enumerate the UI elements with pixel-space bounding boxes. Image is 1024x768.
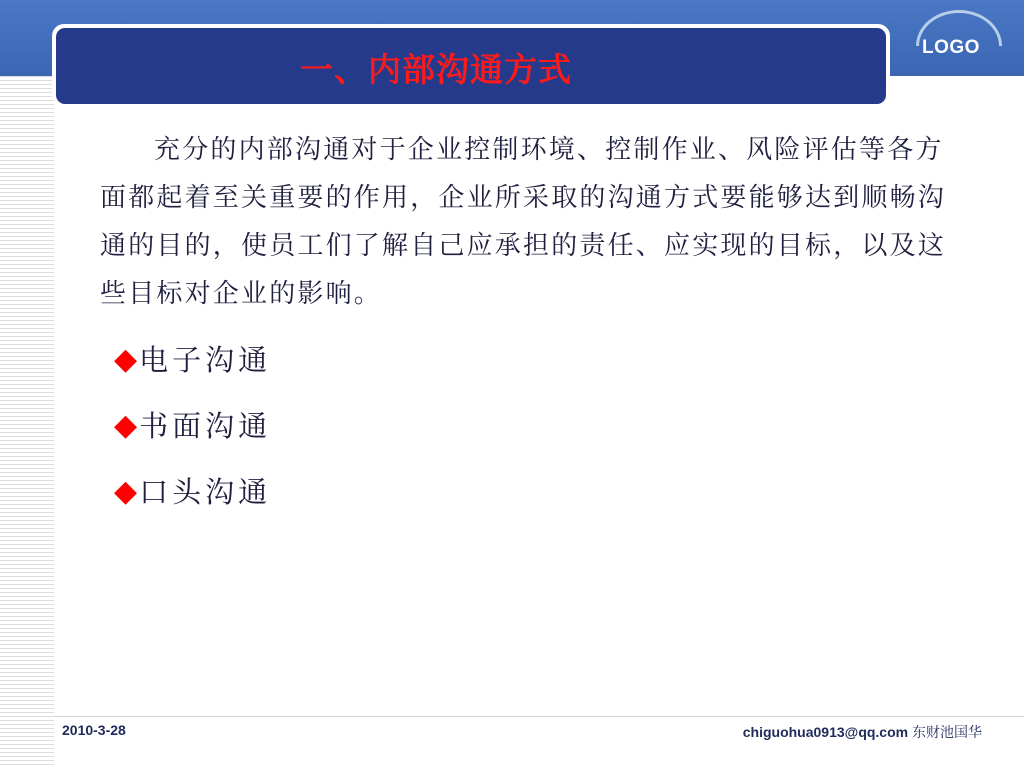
slide-title: 一、内部沟通方式 <box>300 50 572 89</box>
logo <box>914 10 1014 66</box>
bullet-item <box>114 468 271 534</box>
footer-author-name: 东财池国华 <box>912 724 982 740</box>
diamond-bullet-icon: ◆ <box>114 474 138 509</box>
bullet-label: 书面沟通 <box>139 409 272 443</box>
diamond-bullet-icon: ◆ <box>114 408 138 443</box>
paragraph-text: 充分的内部沟通对于企业控制环境、控制作业、风险评估等各方面都起着至关重要的作用，企业所采取的沟通方式要能够达到顺畅沟通的目的，使员工们了解自己应承担的责任、应实现的目标，以及这些目标对企业的影响。 <box>100 135 947 309</box>
footer-email: chiguohua0913@qq.com <box>742 724 909 740</box>
bullet-label: 口头沟通 <box>139 475 272 509</box>
bullet-list <box>114 336 271 534</box>
footer-date: 2010-3-28 <box>62 722 126 738</box>
logo-text: LOGO <box>922 37 980 58</box>
bullet-item <box>114 402 271 468</box>
bullet-item <box>114 336 271 402</box>
footer-divider <box>54 716 1024 717</box>
footer-credit <box>743 722 982 742</box>
diamond-bullet-icon: ◆ <box>114 342 138 377</box>
body-paragraph <box>100 126 970 318</box>
left-stripe-decoration <box>0 76 54 768</box>
bullet-label: 电子沟通 <box>139 343 272 377</box>
